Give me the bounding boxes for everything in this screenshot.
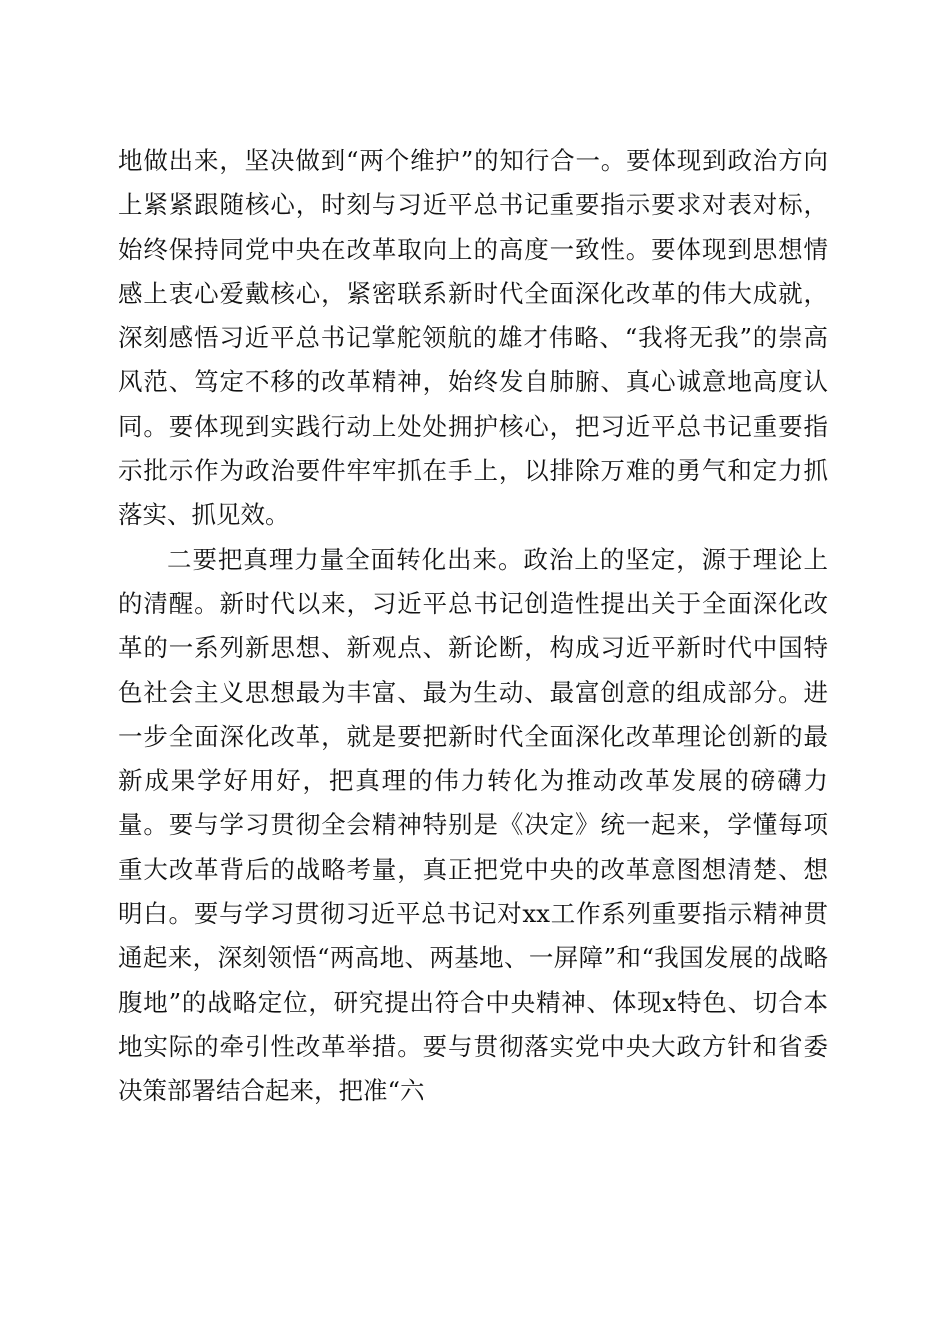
paragraph-1: 地做出来，坚决做到“两个维护”的知行合一。要体现到政治方向上紧紧跟随核心，时刻与习近平总书记重要指示要求对表对标，始终保持同党中央在改革取向上的高度一致性。要体现到思想情感上衷心爱戴核心，紧密联系新时代全面深化改革的伟大成就，深刻感悟习近平总书记掌舵领航的雄才伟略、“我将无我”的崇高风范、笃定不移的改革精神，始终发自肺腑、真心诚意地高度认同。要体现到实践行动上处处拥护核心，把习近平总书记重要指示批示作为政治要件牢牢抓在手上，以排除万难的勇气和定力抓落实、抓见效。 [118,146,828,530]
body-text [118,139,828,1114]
paragraph-2: 二要把真理力量全面转化出来。政治上的坚定，源于理论上的清醒。新时代以来，习近平总书记创造性提出关于全面深化改革的一系列新思想、新观点、新论断，构成习近平新时代中国特色社会主义思想最为丰富、最为生动、最富创意的组成部分。进一步全面深化改革，就是要把新时代全面深化改革理论创新的最新成果学好用好，把真理的伟力转化为推动改革发展的磅礴力量。要与学习贯彻全会精神特别是《决定》统一起来，学懂每项重大改革背后的战略考量，真正把党中央的改革意图想清楚、想明白。要与学习贯彻习近平总书记对xx工作系列重要指示精神贯通起来，深刻领悟“两高地、两基地、一屏障”和“我国发展的战略腹地”的战略定位，研究提出符合中央精神、体现x特色、切合本地实际的牵引性改革举措。要与贯彻落实党中央大政方针和省委决策部署结合起来，把准“六 [118,544,828,1106]
